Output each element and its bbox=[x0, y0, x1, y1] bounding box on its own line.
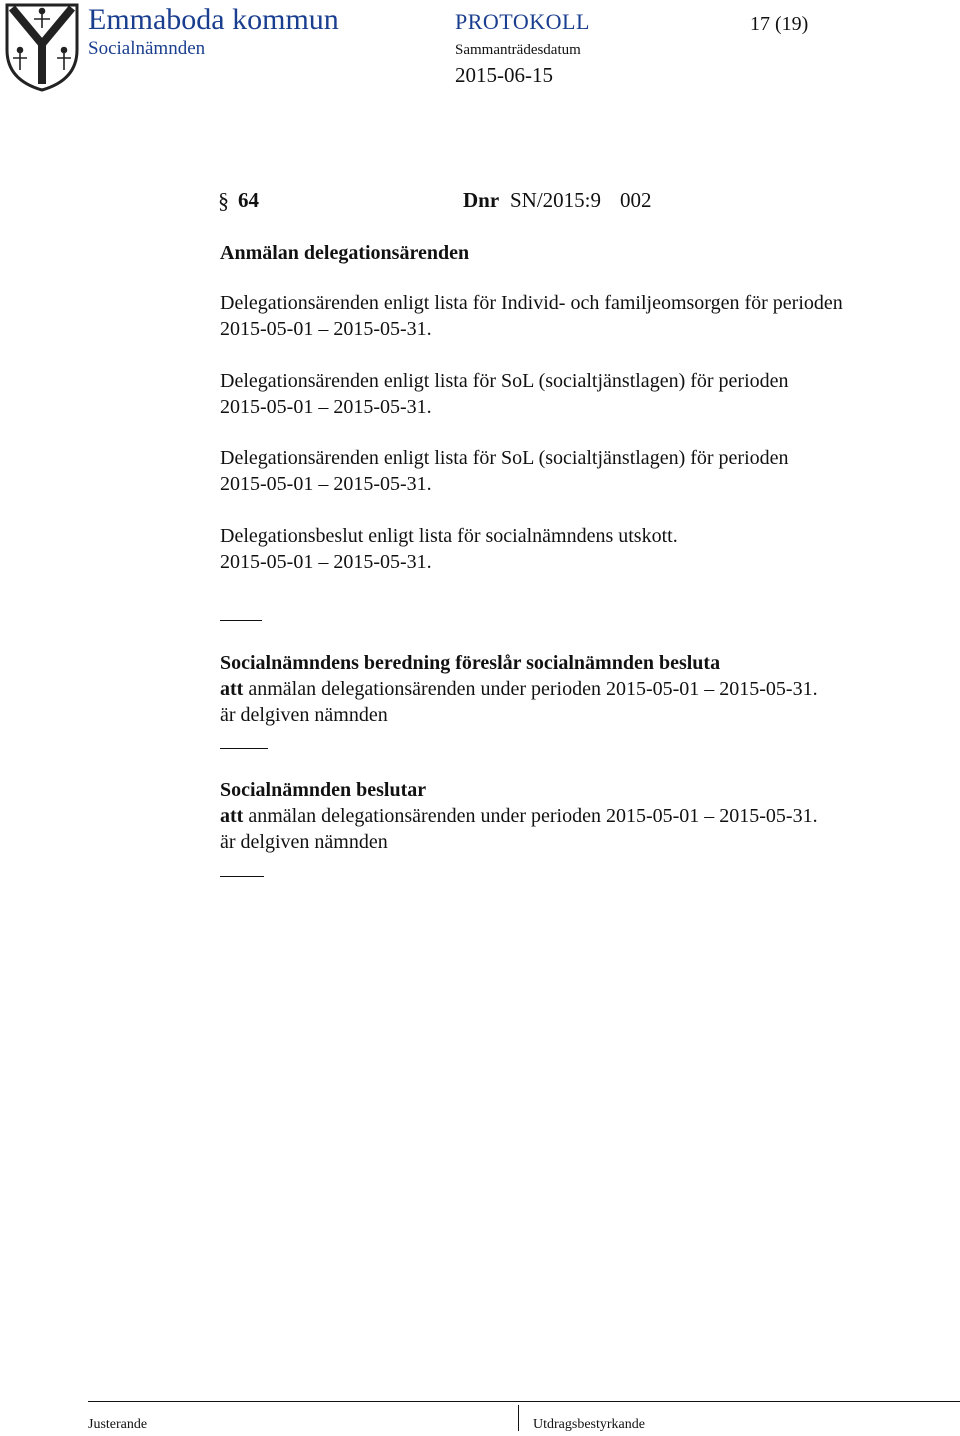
coat-of-arms-logo bbox=[4, 2, 80, 92]
dnr-label: Dnr bbox=[463, 188, 500, 212]
page-number: 17 (19) bbox=[750, 13, 809, 35]
proposal-line2: är delgiven nämnden bbox=[220, 704, 388, 726]
item-line: Delegationsärenden enligt lista för SoL (socialtjänstlagen) för perioden bbox=[220, 370, 789, 392]
meeting-date: 2015-06-15 bbox=[455, 63, 553, 87]
document-type: PROTOKOLL bbox=[455, 9, 590, 34]
justerande-label: Justerande bbox=[88, 1417, 148, 1432]
item-period: 2015-05-01 – 2015-05-31. bbox=[220, 318, 432, 340]
separator-rule bbox=[220, 620, 262, 621]
footer-line bbox=[88, 1401, 960, 1402]
section-title: Anmälan delegationsärenden bbox=[220, 242, 470, 264]
org-subtitle: Socialnämnden bbox=[88, 38, 206, 59]
item-period: 2015-05-01 – 2015-05-31. bbox=[220, 396, 432, 418]
decision-body: anmälan delegationsärenden under perioden 2015-05-01 – 2015-05-31. bbox=[248, 805, 818, 827]
separator-rule bbox=[220, 876, 264, 877]
item-period: 2015-05-01 – 2015-05-31. bbox=[220, 551, 432, 573]
proposal-heading: Socialnämndens beredning föreslår socialnämnden besluta bbox=[220, 652, 721, 674]
dnr-code: 002 bbox=[620, 188, 652, 212]
separator-rule bbox=[220, 748, 268, 749]
dnr-value: SN/2015:9 bbox=[510, 188, 602, 212]
decision-heading: Socialnämnden beslutar bbox=[220, 779, 427, 801]
footer-divider bbox=[518, 1405, 519, 1431]
section-symbol: § bbox=[218, 188, 229, 213]
att-label: att bbox=[220, 805, 244, 827]
org-name: Emmaboda kommun bbox=[88, 3, 339, 36]
meeting-date-label: Sammanträdesdatum bbox=[455, 42, 581, 58]
utdragsbestyrkande-label: Utdragsbestyrkande bbox=[533, 1417, 645, 1432]
item-period: 2015-05-01 – 2015-05-31. bbox=[220, 473, 432, 495]
att-label: att bbox=[220, 678, 244, 700]
decision-text bbox=[220, 803, 818, 829]
section-number: 64 bbox=[238, 188, 259, 212]
proposal-text bbox=[220, 676, 818, 702]
proposal-body: anmälan delegationsärenden under perioden 2015-05-01 – 2015-05-31. bbox=[248, 678, 818, 700]
item-line: Delegationsbeslut enligt lista för socialnämndens utskott. bbox=[220, 525, 678, 547]
item-line: Delegationsärenden enligt lista för Individ- och familjeomsorgen för perioden bbox=[220, 292, 843, 314]
item-line: Delegationsärenden enligt lista för SoL (socialtjänstlagen) för perioden bbox=[220, 447, 789, 469]
decision-line2: är delgiven nämnden bbox=[220, 831, 388, 853]
